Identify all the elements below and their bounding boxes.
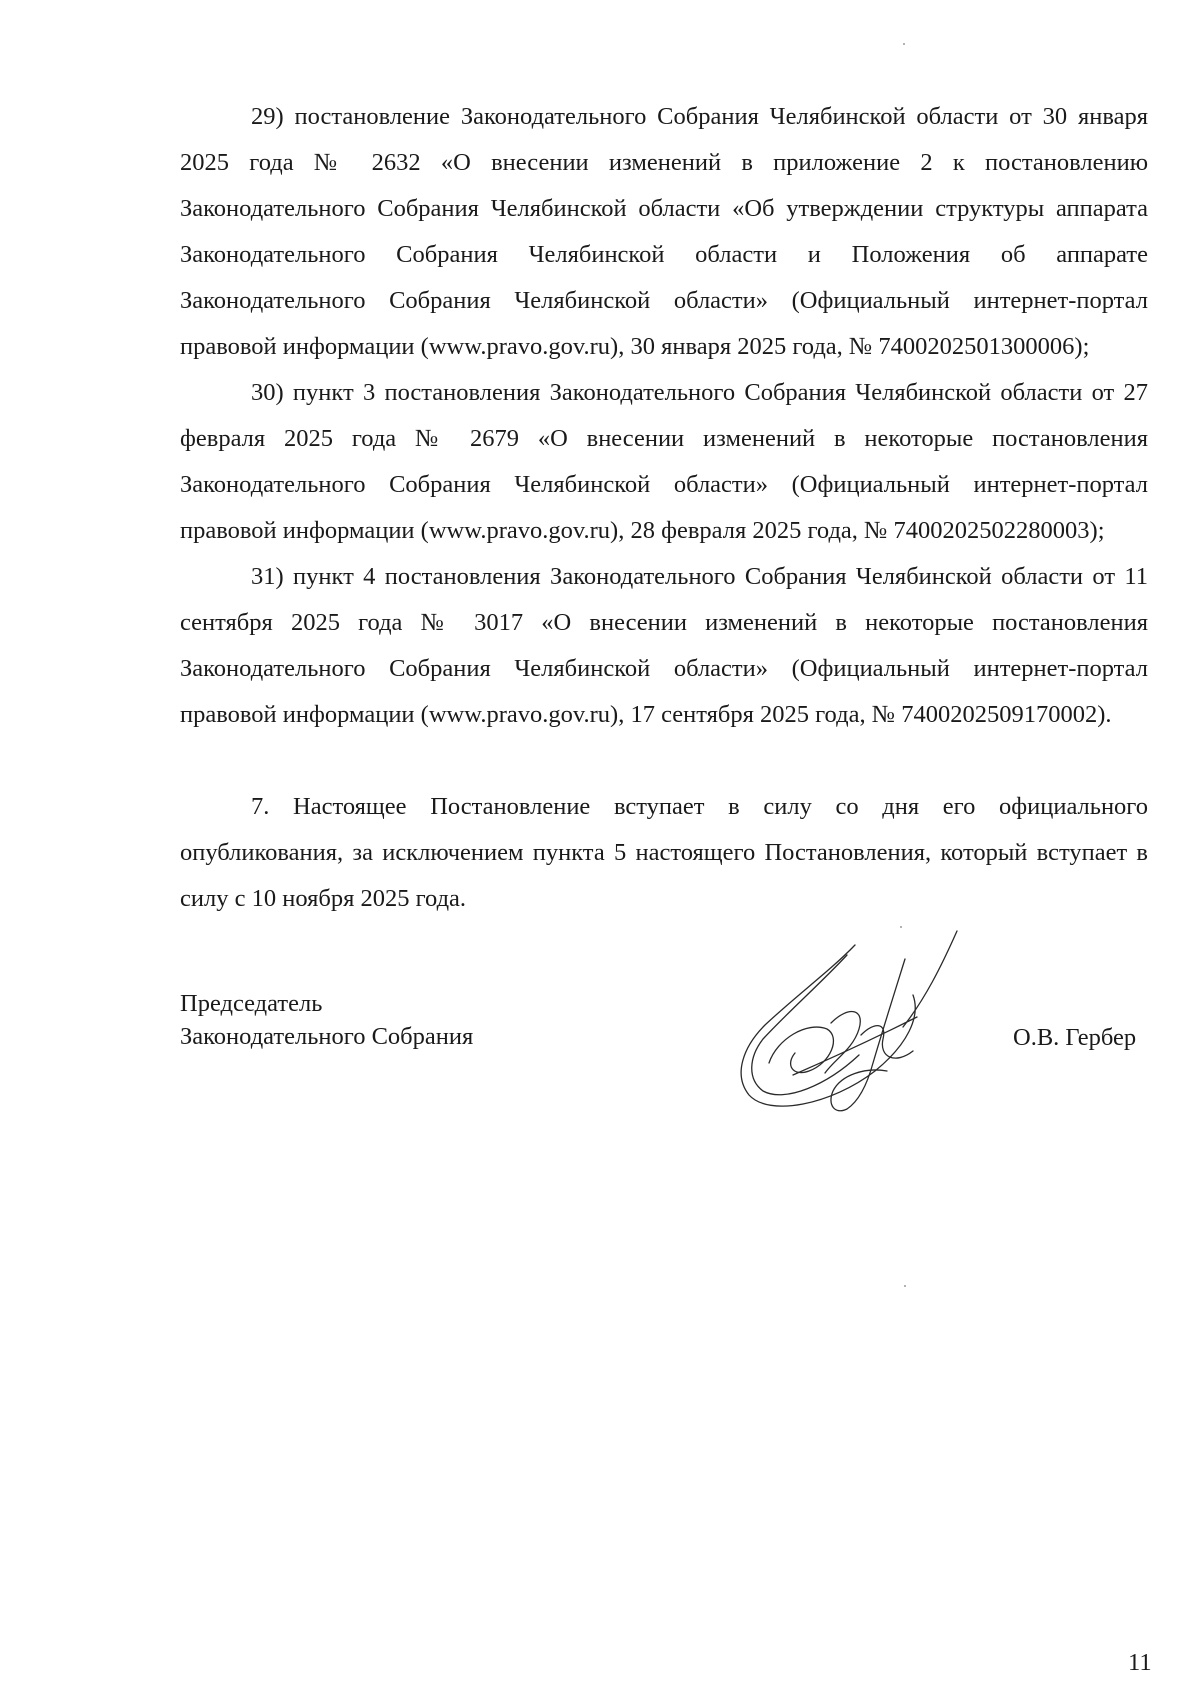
signer-title-line-1: Председатель xyxy=(180,990,323,1017)
signer-title xyxy=(180,987,473,1053)
page-number: 11 xyxy=(1128,1649,1152,1676)
scan-speck xyxy=(904,1285,906,1287)
handwritten-signature xyxy=(735,925,980,1120)
list-item-29: 29) постановление Законодательного Собрания Челябинской области от 30 января 2025 года № 2632 «О внесении изменений в приложение 2 к постановлению Законодательного Собрания Челябинской области «Об утверждении структуры аппарата Законодательного Собрания Челябинской области и Положения об аппарате Законодательного Собрания Челябинской области» (Официальный интернет-портал правовой информации (www.pravo.gov.ru), 30 января 2025 года, № 7400202501300006); xyxy=(180,103,1148,360)
clause-7: 7. Настоящее Постановление вступает в силу со дня его официального опубликования, за исключением пункта 5 настоящего Постановления, который вступает в силу с 10 ноября 2025 года. xyxy=(180,793,1148,912)
list-item-30: 30) пункт 3 постановления Законодательного Собрания Челябинской области от 27 февраля 2025 года № 2679 «О внесении изменений в некоторые постановления Законодательного Собрания Челябинской области» (Официальный интернет-портал правовой информации (www.pravo.gov.ru), 28 февраля 2025 года, № 7400202502280003); xyxy=(180,379,1148,544)
list-item-31: 31) пункт 4 постановления Законодательного Собрания Челябинской области от 11 сентября 2025 года № 3017 «О внесении изменений в некоторые постановления Законодательного Собрания Челябинской области» (Официальный интернет-портал правовой информации (www.pravo.gov.ru), 17 сентября 2025 года, № 7400202509170002). xyxy=(180,563,1148,728)
signer-name: О.В. Гербер xyxy=(1013,1024,1137,1051)
scan-speck xyxy=(903,43,905,45)
scan-speck xyxy=(900,926,902,928)
signer-title-line-2: Законодательного Собрания xyxy=(180,1023,474,1050)
paragraph-gap xyxy=(180,738,1148,784)
document-body xyxy=(180,94,1148,922)
